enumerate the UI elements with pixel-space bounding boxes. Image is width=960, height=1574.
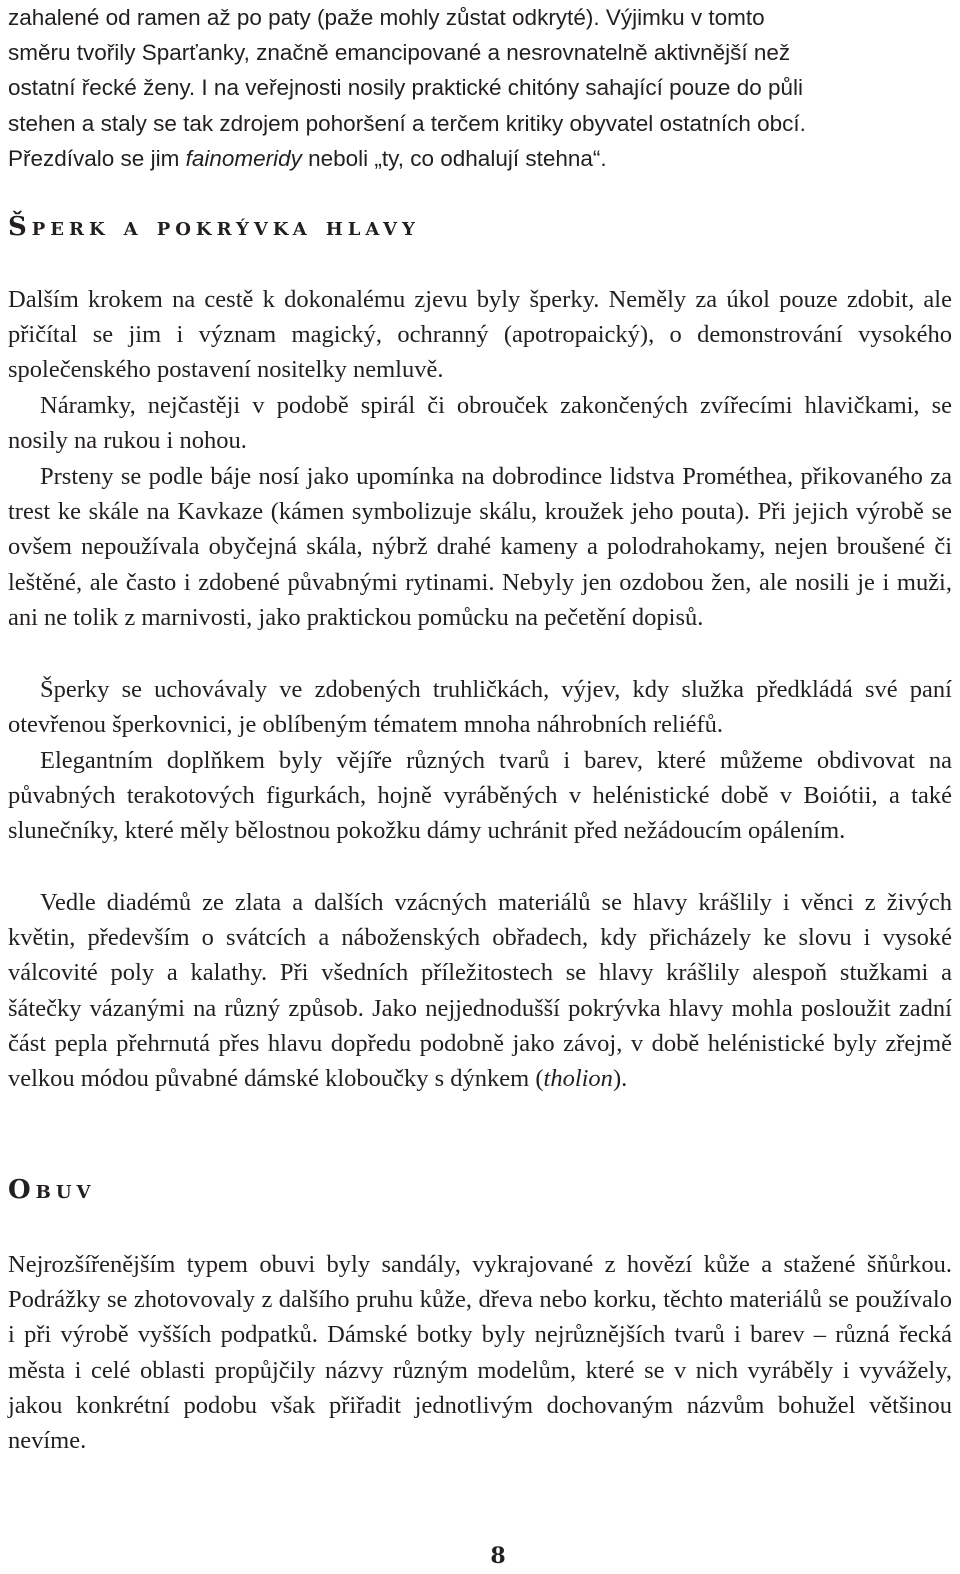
paragraph: Šperky se uchovávaly ve zdobených truhličkách, výjev, kdy služka předkládá své paní otevřenou šperkovnici, je oblíbeným tématem mnoha náhrobních reliéfů. [8,676,952,739]
section-heading-footwear: Obuv [8,1175,96,1205]
text-line: stehen a staly se tak zdrojem pohoršení a terčem kritiky obyvatel ostatních obcí. [8,110,806,136]
page-number: 8 [490,1543,506,1569]
italic-term: fainomeridy [185,145,302,171]
text-line: neboli „ty, co odhalují stehna“. [301,145,607,171]
text-line: Přezdívalo se jim [8,145,186,171]
section-heading-jewelry: Šperk a pokrývka hlavy [8,212,420,242]
paragraph-text: Vedle diadémů ze zlata a dalších vzácných materiálů se hlavy krášlily i věnci z živých květin, především o svátcích a náboženských obřadech, kdy přicházely ke slovu i vysoké válcovité poly a kalathy. Při všedních příležitostech se hlavy krášlily alespoň stužkami a šátečky vázanými na různý způsob. Jako nejjednodušší pokrývka hlavy mohla posloužit zadní část pepla přehrnutá přes hlavu dopředu podobně jako závoj, v době helénistické byly zřejmě velkou módou půvabné dámské kloboučky s dýnkem ( [8,889,952,1093]
italic-term: tholion [543,1065,613,1093]
paragraph: Prsteny se podle báje nosí jako upomínka na dobrodince lidstva Prométhea, přikovaného za trest ke skále na Kavkaze (kámen symbolizuje skálu, kroužek jeho pouta). Při jejich výrobě se ovšem nepoužívala obyčejná skála, nýbrž drahé kameny a polodrahokamy, nejen broušené či leštěné, ale často i zdobené půvabnými rytinami. Nebyly jen ozdobou žen, ale nosili je i muži, ani ne tolik z marnivosti, jako praktickou pomůcku na pečetění dopisů. [8,463,952,631]
top-continuation-paragraph [8,0,952,176]
text-line: zahalené od ramen až po paty (paže mohly zůstat odkryté). Výjimku v tomto [8,5,765,30]
paragraph: Elegantním doplňkem byly vějíře různých tvarů i barev, které můžeme obdivovat na půvabných terakotových figurkách, hojně vyráběných v helénistické době v Boiótii, a také slunečníky, které měly bělostnou pokožku dámy uchránit před nežádoucím opálením. [8,747,952,845]
text-line: ostatní řecké ženy. I na veřejnosti nosily praktické chitóny sahající pouze do půli [8,75,804,101]
paragraph [8,885,952,1096]
text-line: směru tvořily Sparťanky, značně emancipované a nesrovnatelně aktivnější než [8,40,791,66]
paragraph-text: ). [612,1065,628,1093]
paragraph: Dalším krokem na cestě k dokonalému zjevu byly šperky. Neměly za úkol pouze zdobit, ale přičítal se jim i význam magický, ochranný (apotropaický), o demonstrování vysokého společenského postavení nositelky nemluvě. [8,286,952,384]
paragraph: Náramky, nejčastěji v podobě spirál či obrouček zakončených zvířecími hlavičkami, se nosily na rukou i nohou. [8,392,952,455]
paragraph: Nejrozšířenějším typem obuvi byly sandály, vykrajované z hovězí kůže a stažené šňůrkou. Podrážky se zhotovovaly z dalšího pruhu kůže, dřeva nebo korku, těchto materiálů se používalo i při výrobě vyšších podpatků. Dámské botky byly nejrůznějších tvarů i barev – různá řecká města i celé oblasti propůjčily názvy různým modelům, které se v nich vyráběly i vyvážely, jakou konkrétní podobu však přiřadit jednotlivým dochovaným názvům bohužel většinou nevíme. [8,1251,952,1455]
